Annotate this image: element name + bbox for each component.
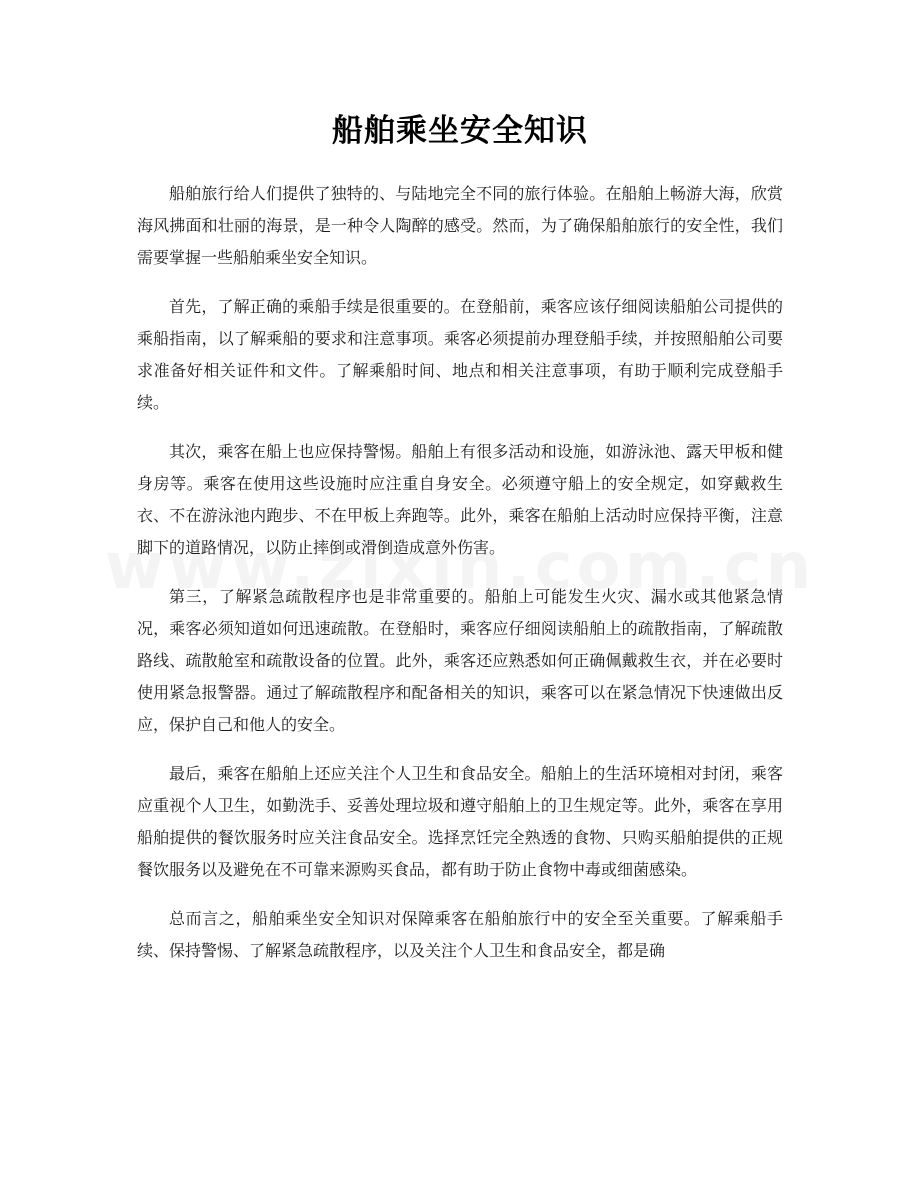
paragraph-intro: 船舶旅行给人们提供了独特的、与陆地完全不同的旅行体验。在船舶上畅游大海，欣赏海风拂面和壮丽的海景，是一种令人陶醉的感受。然而，为了确保船舶旅行的安全性，我们需要掌握一些船舶乘坐安全知识。 [137,184,783,267]
document-title: 船舶乘坐安全知识 [332,113,588,149]
paragraph-boarding-procedures: 首先，了解正确的乘船手续是很重要的。在登船前，乘客应该仔细阅读船舶公司提供的乘船指南，以了解乘船的要求和注意事项。乘客必须提前办理登船手续，并按照船舶公司要求准备好相关证件和文件。了解乘船时间、地点和相关注意事项，有助于顺利完成登船手续。 [137,297,783,412]
paragraph-hygiene-food-safety: 最后，乘客在船舶上还应关注个人卫生和食品安全。船舶上的生活环境相对封闭，乘客应重视个人卫生，如勤洗手、妥善处理垃圾和遵守船舶上的卫生规定等。此外，乘客在享用船舶提供的餐饮服务时应关注食品安全。选择烹饪完全熟透的食物、只购买船舶提供的正规餐饮服务以及避免在不可靠来源购买食品，都有助于防止食物中毒或细菌感染。 [137,764,783,879]
paragraph-conclusion: 总而言之，船舶乘坐安全知识对保障乘客在船舶旅行中的安全至关重要。了解乘船手续、保持警惕、了解紧急疏散程序，以及关注个人卫生和食品安全，都是确 [137,909,783,960]
paragraph-emergency-evacuation: 第三，了解紧急疏散程序也是非常重要的。船舶上可能发生火灾、漏水或其他紧急情况，乘客必须知道如何迅速疏散。在登船时，乘客应仔细阅读船舶上的疏散指南，了解疏散路线、疏散舱室和疏散设备的位置。此外，乘客还应熟悉如何正确佩戴救生衣，并在必要时使用紧急报警器。通过了解疏散程序和配备相关的知识，乘客可以在紧急情况下快速做出反应，保护自己和他人的安全。 [137,587,783,734]
paragraph-stay-alert: 其次，乘客在船上也应保持警惕。船舶上有很多活动和设施，如游泳池、露天甲板和健身房等。乘客在使用这些设施时应注重自身安全。必须遵守船上的安全规定，如穿戴救生衣、不在游泳池内跑步、不在甲板上奔跑等。此外，乘客在船舶上活动时应保持平衡，注意脚下的道路情况，以防止摔倒或滑倒造成意外伤害。 [137,442,783,557]
document-body [137,178,783,984]
